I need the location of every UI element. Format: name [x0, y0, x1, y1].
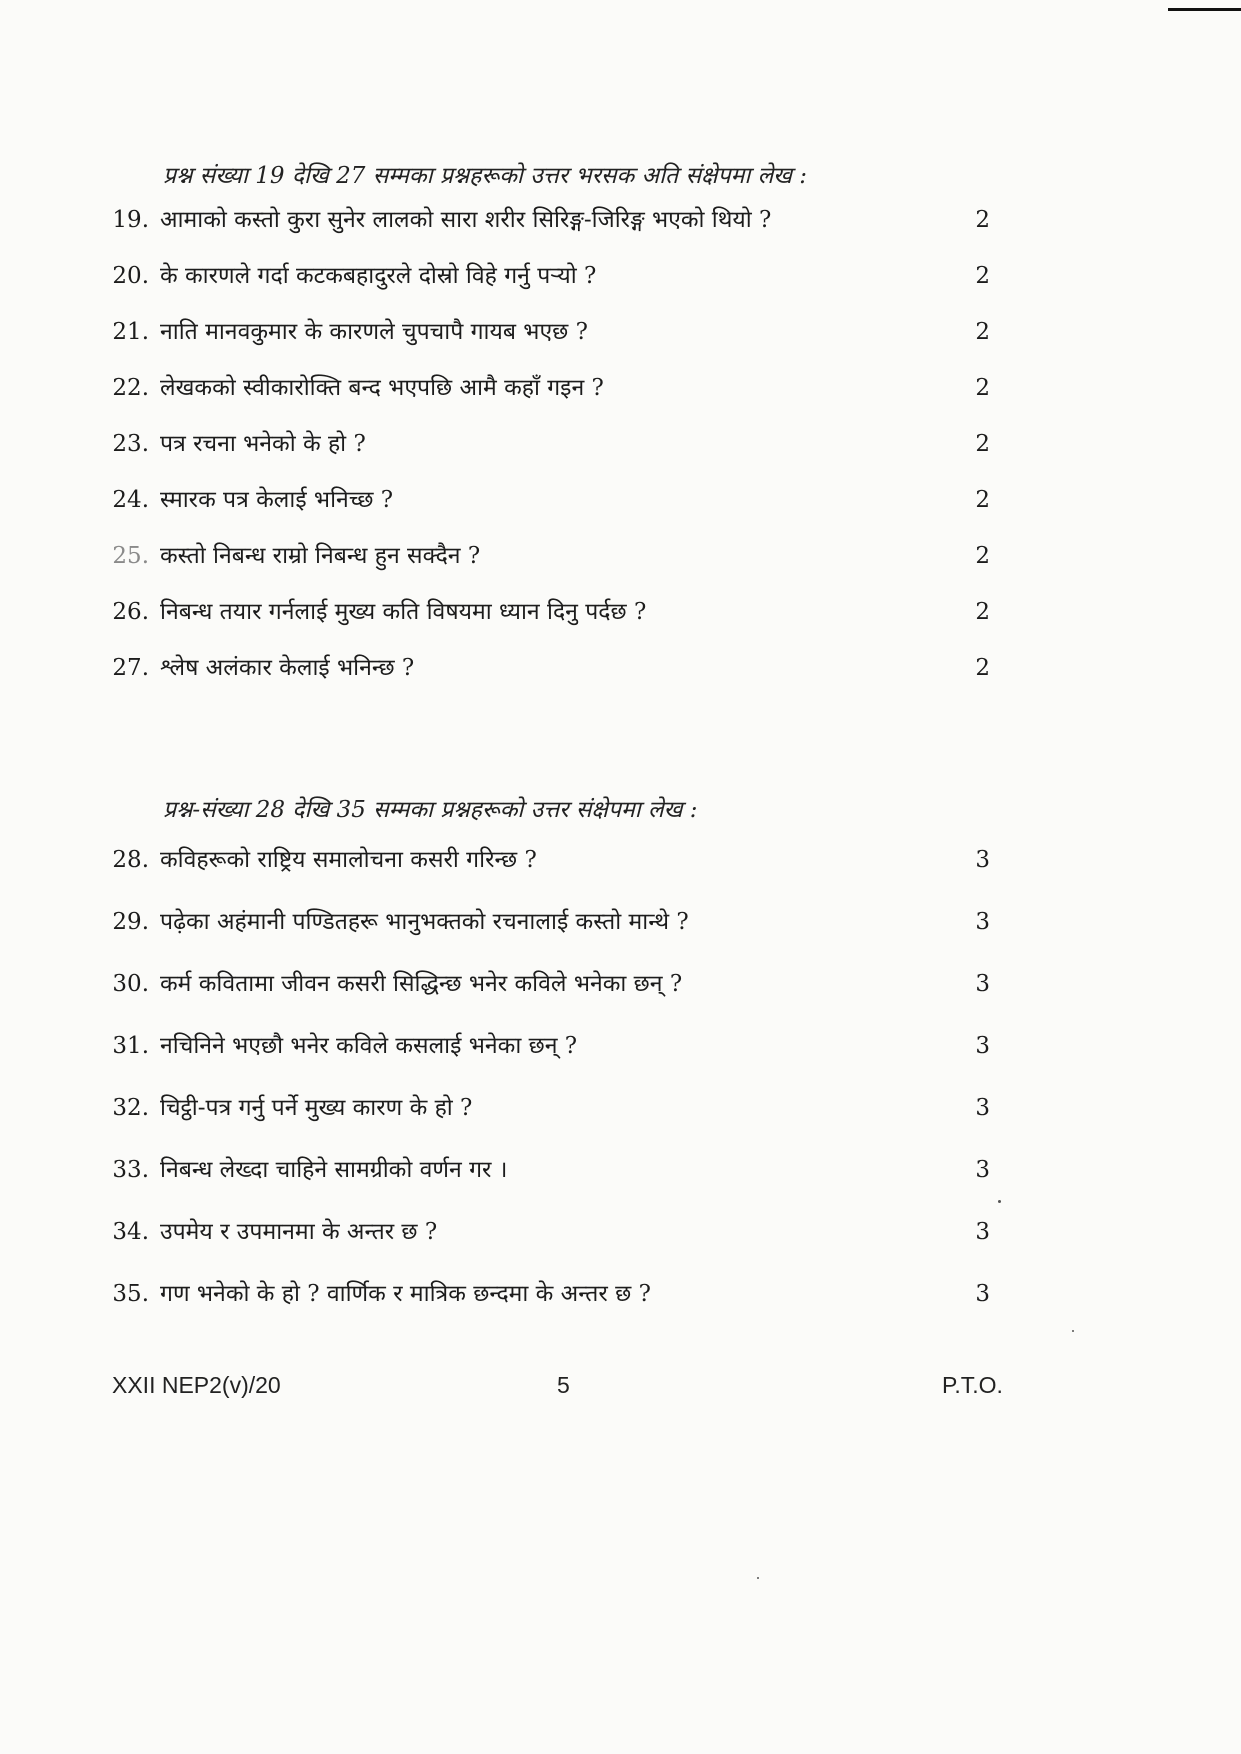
- question-marks: 3: [975, 1219, 990, 1245]
- page-number: 5: [557, 1372, 570, 1398]
- question-text: चिट्ठी-पत्र गर्नु पर्ने मुख्य कारण के हो ?: [160, 1095, 473, 1121]
- question-marks: 2: [975, 543, 990, 569]
- question-number: 31.: [112, 1033, 149, 1059]
- question-text: कर्म कवितामा जीवन कसरी सिद्धिन्छ भनेर कविले भनेका छन् ?: [160, 971, 683, 997]
- question-30: [0, 966, 1241, 1002]
- question-marks: 3: [975, 847, 990, 873]
- scan-speck: [1072, 1330, 1074, 1332]
- question-marks: 2: [975, 207, 990, 233]
- question-34: [0, 1214, 1241, 1250]
- question-marks: 2: [975, 655, 990, 681]
- question-28: [0, 842, 1241, 878]
- question-31: [0, 1028, 1241, 1064]
- question-text: आमाको कस्तो कुरा सुनेर लालको सारा शरीर सिरिङ्ग-जिरिङ्ग भएको थियो ?: [160, 207, 772, 233]
- question-number: 32.: [112, 1095, 149, 1121]
- question-marks: 3: [975, 1033, 990, 1059]
- question-marks: 3: [975, 1281, 990, 1307]
- question-20: [0, 258, 1241, 294]
- question-24: [0, 482, 1241, 518]
- pto-label: P.T.O.: [942, 1372, 1003, 1398]
- question-number: 28.: [112, 847, 149, 873]
- question-number: 33.: [112, 1157, 149, 1183]
- scan-speck: [757, 1577, 759, 1579]
- question-21: [0, 314, 1241, 350]
- question-text: के कारणले गर्दा कटकबहादुरले दोस्रो विहे गर्नु पर्‍यो ?: [160, 263, 597, 289]
- question-number: 29.: [112, 909, 149, 935]
- question-text: निबन्ध तयार गर्नलाई मुख्य कति विषयमा ध्यान दिनु पर्दछ ?: [160, 599, 647, 625]
- question-number: 34.: [112, 1219, 149, 1245]
- question-marks: 3: [975, 909, 990, 935]
- question-27: [0, 650, 1241, 686]
- question-35: [0, 1276, 1241, 1312]
- question-23: [0, 426, 1241, 462]
- scan-speck: [998, 1200, 1001, 1203]
- question-marks: 3: [975, 1157, 990, 1183]
- section-b-instruction: प्रश्न-संख्या 28 देखि 35 सम्मका प्रश्नहरूको उत्तर संक्षेपमा लेख :: [163, 797, 698, 823]
- question-text: पत्र रचना भनेको के हो ?: [160, 431, 366, 457]
- question-marks: 2: [975, 319, 990, 345]
- question-22: [0, 370, 1241, 406]
- question-marks: 3: [975, 1095, 990, 1121]
- paper-code: XXII NEP2(v)/20: [112, 1372, 281, 1398]
- question-text: उपमेय र उपमानमा के अन्तर छ ?: [160, 1219, 438, 1245]
- question-number: 26.: [112, 599, 149, 625]
- question-marks: 2: [975, 599, 990, 625]
- question-number: 22.: [112, 375, 149, 401]
- corner-rule: [1168, 8, 1241, 11]
- question-26: [0, 594, 1241, 630]
- question-32: [0, 1090, 1241, 1126]
- question-number: 27.: [112, 655, 149, 681]
- question-number: 21.: [112, 319, 149, 345]
- question-marks: 2: [975, 375, 990, 401]
- question-text: पढ़ेका अहंमानी पण्डितहरू भानुभक्तको रचनालाई कस्तो मान्थे ?: [160, 909, 689, 935]
- section-a-instruction: प्रश्न संख्या 19 देखि 27 सम्मका प्रश्नहरूको उत्तर भरसक अति संक्षेपमा लेख :: [163, 163, 808, 189]
- question-number: 23.: [112, 431, 149, 457]
- question-number: 25.: [112, 543, 149, 569]
- question-25: [0, 538, 1241, 574]
- question-marks: 2: [975, 263, 990, 289]
- question-number: 20.: [112, 263, 149, 289]
- question-number: 30.: [112, 971, 149, 997]
- question-text: नचिनिने भएछौ भनेर कविले कसलाई भनेका छन् ?: [160, 1033, 578, 1059]
- question-29: [0, 904, 1241, 940]
- question-marks: 3: [975, 971, 990, 997]
- question-number: 35.: [112, 1281, 149, 1307]
- question-text: कविहरूको राष्ट्रिय समालोचना कसरी गरिन्छ ?: [160, 847, 537, 873]
- question-text: कस्तो निबन्ध राम्रो निबन्ध हुन सक्दैन ?: [160, 543, 481, 569]
- question-19: [0, 202, 1241, 238]
- question-number: 19.: [112, 207, 149, 233]
- question-marks: 2: [975, 487, 990, 513]
- question-33: [0, 1152, 1241, 1188]
- question-text: निबन्ध लेख्दा चाहिने सामग्रीको वर्णन गर ।: [160, 1157, 508, 1183]
- question-text: स्मारक पत्र केलाई भनिच्छ ?: [160, 487, 394, 513]
- question-text: लेखकको स्वीकारोक्ति बन्द भएपछि आमै कहाँ गइन ?: [160, 375, 604, 401]
- question-number: 24.: [112, 487, 149, 513]
- question-marks: 2: [975, 431, 990, 457]
- question-text: नाति मानवकुमार के कारणले चुपचापै गायब भएछ ?: [160, 319, 588, 345]
- question-text: श्लेष अलंकार केलाई भनिन्छ ?: [160, 655, 415, 681]
- question-text: गण भनेको के हो ? वार्णिक र मात्रिक छन्दमा के अन्तर छ ?: [160, 1281, 651, 1307]
